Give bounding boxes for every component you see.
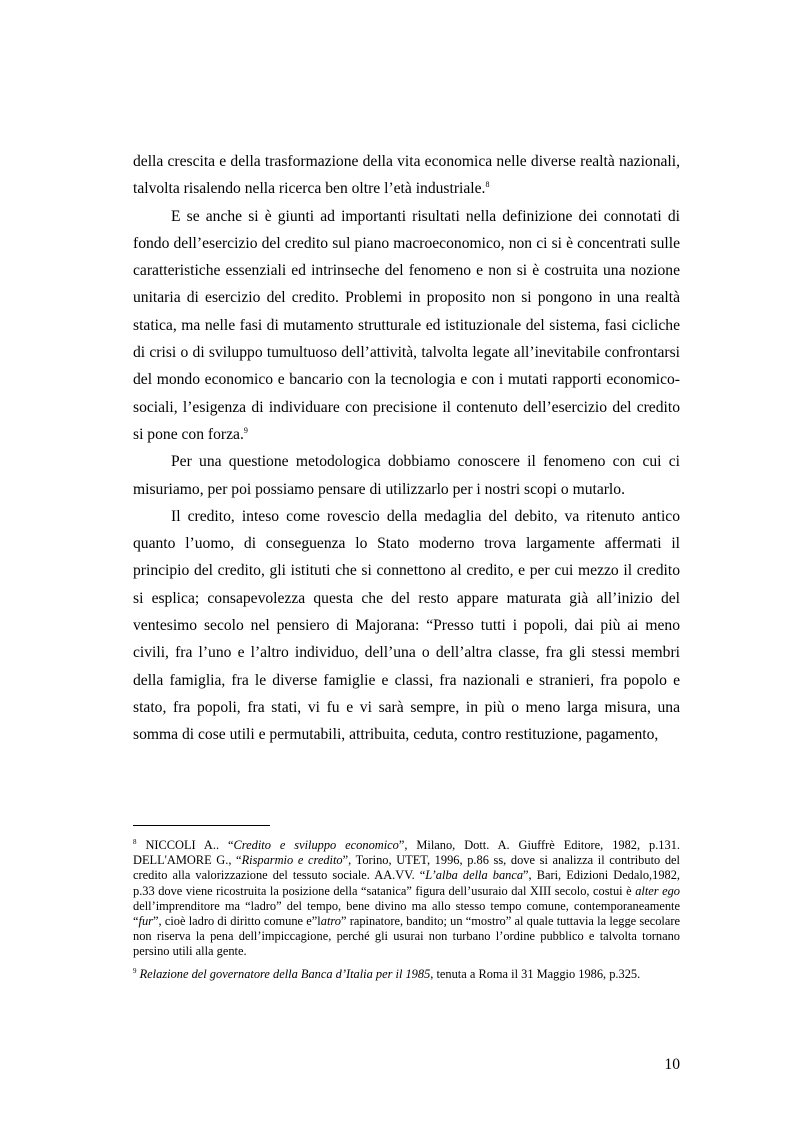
footnote-8: $^8$ NICCOLI A.. “Credito e sviluppo economico”, Milano, Dott. A. Giuffrè Editore, 1982, p.131. DELL'AMORE G., “Risparmio e credito”, Torino, UTET, 1996, p.86 ss, dove si analizza il contributo del credito alla valorizzazione del tessuto sociale. AA.VV. “L’alba della banca”, Bari, Edizioni Dedalo,1982, p.33 dove viene ricostruita la posizione della “satanica” figura dell’usuraio dal XIII secolo, costui è alter ego dell’imprenditore ma “ladro” del tempo, bene divino ma allo stesso tempo comune, contemporaneamente “fur”, cioè ladro di diritto comune e”latro” rapinatore, bandito; un “mostro” al quale tuttavia la legge secolare non riserva la pena dell’impiccagione, perché gli usurai non turbano l’ordine pubblico e talvolta tornano persino utili alla gente.	[133, 837, 681, 959]
body-text	[133, 148, 680, 749]
footnote-9: $^9$ Relazione del governatore della Banca d’Italia per il 1985, tenuta a Roma il 31 Maggio 1986, p.325.	[133, 966, 641, 981]
paragraph-4: Il credito, inteso come rovescio della medaglia del debito, va ritenuto antico quanto l’uomo, di conseguenza lo Stato moderno trova largamente affermati il principio del credito, gli istituti che si connettono al credito, e per cui mezzo il credito si esplica; consapevolezza questa che del resto appare maturata già all’inizio del ventesimo secolo nel pensiero di Majorana: “Presso tutti i popoli, dai più ai meno civili, fra l’uno e l’altro individuo, dell’una o dell’altra classe, fra gli stessi membri della famiglia, fra le diverse famiglie e classi, fra nazionali e stranieri, fra popolo e stato, fra popoli, fra stati, vi fu e vi sarà sempre, in più o meno larga misura, una somma di cose utili e permutabili, attribuita, ceduta, contro restituzione, pagamento,	[133, 507, 680, 744]
paragraph-2: E se anche si è giunti ad importanti risultati nella definizione dei connotati di fondo dell’esercizio del credito sul piano macroeconomico, non ci si è concentrati sulle caratteristiche essenziali ed intrinseche del fenomeno e non si è costruita una nozione unitaria di esercizio del credito. Problemi in proposito non si pongono in una realtà statica, ma nelle fasi di mutamento strutturale ed istituzionale del sistema, fasi cicliche di crisi o di sviluppo tumultuoso dell’attività, talvolta legate all’inevitabile confrontarsi del mondo economico e bancario con la tecnologia e con i mutati rapporti economico-sociali, l’esigenza di individuare con precisione il contenuto dell’esercizio del credito si pone con forza.$^9$	[133, 207, 680, 443]
paragraph-1: della crescita e della trasformazione della vita economica nelle diverse realtà nazionali, talvolta risalendo nella ricerca ben oltre l’età industriale.$^8$	[133, 153, 680, 198]
footnote-number: 9	[133, 966, 137, 975]
page-number: 10	[664, 1056, 680, 1073]
footnote-separator	[133, 825, 270, 826]
footnotes	[133, 838, 680, 989]
footnote-ref-8[interactable]: 8	[485, 180, 490, 190]
footnote-number: 8	[133, 837, 137, 846]
paragraph-3: Per una questione metodologica dobbiamo conoscere il fenomeno con cui ci misuriamo, per poi possiamo pensare di utilizzarlo per i nostri scopi o mutarlo.	[133, 453, 680, 498]
footnote-ref-9[interactable]: 9	[243, 425, 248, 435]
